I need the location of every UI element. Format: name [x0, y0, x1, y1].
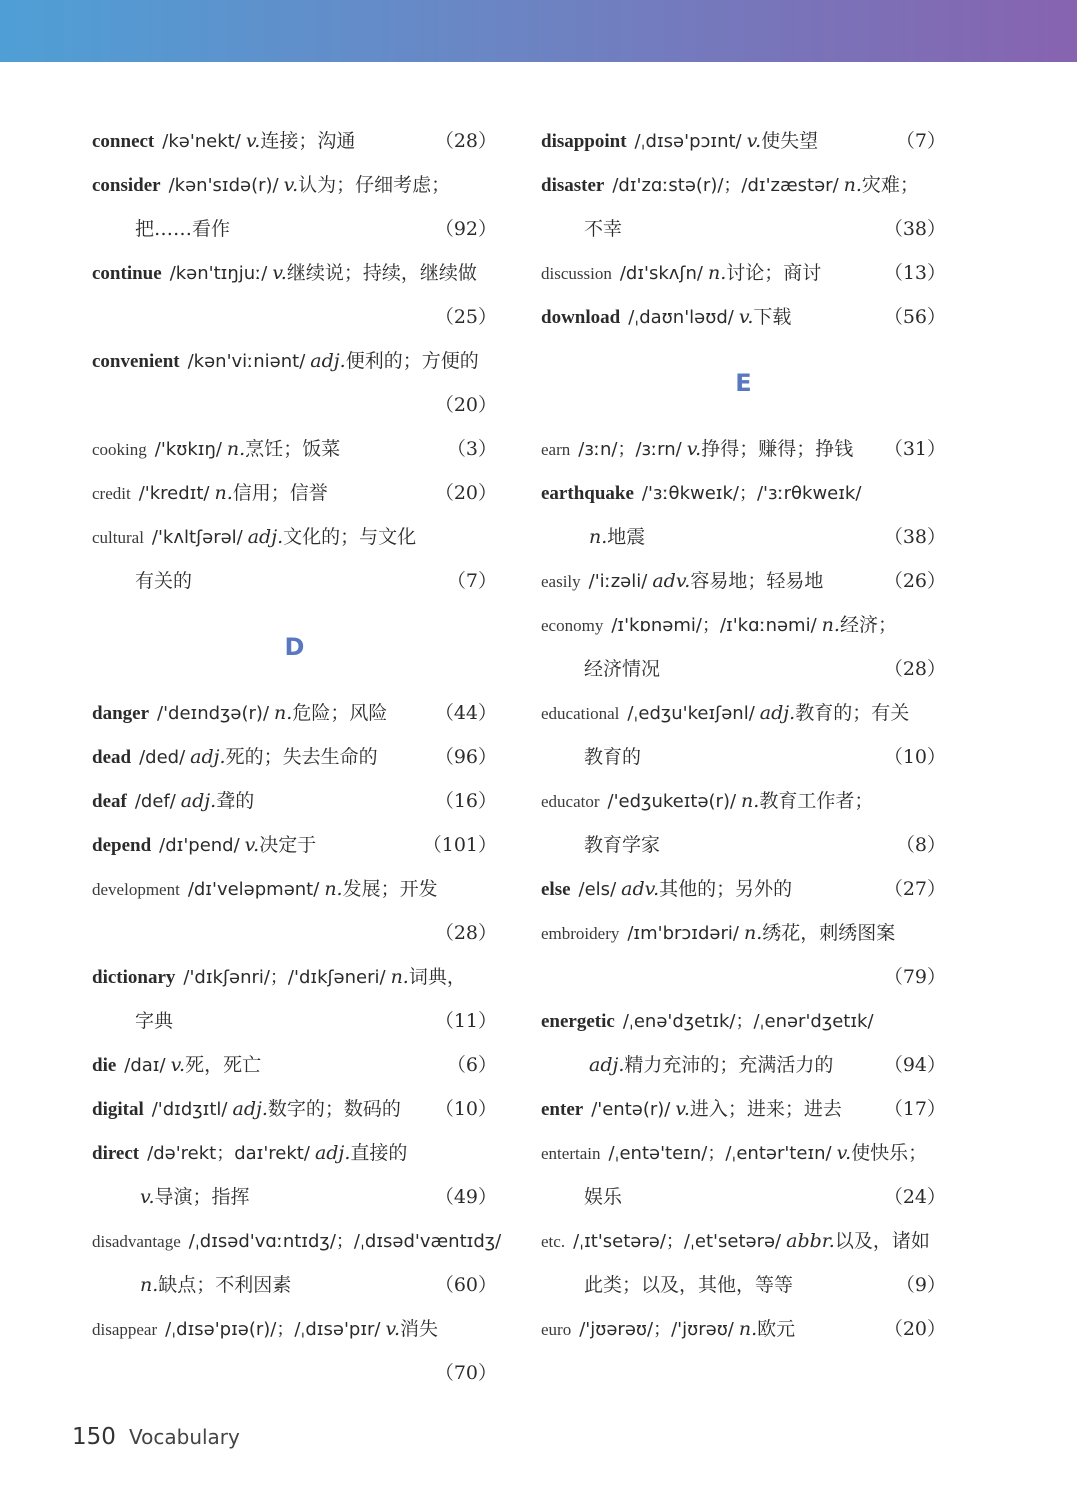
- pronunciation: /'deɪndʒə(r)/: [157, 703, 270, 724]
- headword: easily: [541, 572, 581, 591]
- page-reference: （92）: [434, 218, 497, 240]
- part-of-speech: v.: [675, 1098, 690, 1120]
- headword: convenient: [92, 351, 180, 372]
- definition: 此类；以及，其他，等等: [584, 1274, 794, 1296]
- headword: educational: [541, 704, 620, 723]
- headword: discussion: [541, 264, 612, 283]
- vocab-entry-continuation: [541, 1043, 946, 1087]
- part-of-speech: v.: [686, 438, 702, 460]
- vocab-entry: [541, 1087, 946, 1131]
- definition: 信用；信誉: [232, 482, 328, 504]
- page-reference: （38）: [883, 218, 946, 240]
- definition: 连接；沟通: [260, 130, 356, 152]
- headword: enter: [541, 1099, 584, 1120]
- pronunciation: /'dɪdʒɪtl/: [151, 1099, 228, 1120]
- vocab-entry-continuation: [92, 559, 497, 603]
- vocab-entry: [92, 1219, 502, 1263]
- pronunciation: /'kʌltʃərəl/: [151, 527, 243, 548]
- page-reference: （44）: [434, 702, 497, 724]
- page-reference: （28）: [883, 658, 946, 680]
- definition: 下载: [753, 306, 792, 328]
- pronunciation: /dɪ'veləpmənt/: [187, 879, 320, 900]
- definition: 消失: [400, 1318, 439, 1340]
- vocab-entry-continuation: [92, 1263, 497, 1307]
- vocab-entry: [92, 471, 497, 515]
- definition: 文化的；与文化: [283, 526, 417, 548]
- definition: 字典: [135, 1010, 174, 1032]
- vocab-entry-continuation: [92, 999, 497, 1043]
- vocab-entry: [541, 603, 946, 647]
- vocab-entry: [92, 427, 497, 471]
- pronunciation: /ɪm'brɔɪdəri/: [627, 923, 739, 944]
- vocab-entry-continuation: [541, 955, 946, 999]
- page-reference: （28）: [434, 130, 497, 152]
- part-of-speech: adj.: [314, 1142, 351, 1164]
- definition: 灾难；: [861, 174, 919, 196]
- part-of-speech: v.: [738, 306, 754, 328]
- definition: 缺点；不利因素: [158, 1274, 292, 1296]
- part-of-speech: adj.: [310, 350, 346, 372]
- vocab-entry: [92, 779, 497, 823]
- vocab-entry: [541, 867, 946, 911]
- page-reference: （20）: [883, 1318, 946, 1340]
- section-label: Vocabulary: [129, 1425, 240, 1449]
- definition: 死的；失去生命的: [225, 746, 378, 768]
- definition: 认为；仔细考虑；: [298, 174, 451, 196]
- headword: earn: [541, 440, 571, 459]
- right-column: [541, 119, 946, 1351]
- vocab-entry-continuation: [92, 295, 497, 339]
- page-reference: （31）: [883, 438, 946, 460]
- part-of-speech: abbr.: [786, 1230, 835, 1252]
- page-reference: （9）: [895, 1274, 946, 1296]
- page-reference: （17）: [883, 1098, 946, 1120]
- headword: energetic: [541, 1011, 615, 1032]
- headword: consider: [92, 175, 161, 196]
- vocab-entry-continuation: [92, 383, 497, 427]
- vocab-entry: [92, 339, 497, 383]
- headword: danger: [92, 703, 149, 724]
- definition: 死，死亡: [185, 1054, 262, 1076]
- part-of-speech: n.: [743, 922, 763, 944]
- part-of-speech: adv.: [621, 878, 660, 900]
- headword: depend: [92, 835, 152, 856]
- part-of-speech: n.: [274, 702, 293, 724]
- pronunciation: /daɪ/: [124, 1055, 166, 1076]
- vocab-entry-continuation: [541, 735, 946, 779]
- headword: embroidery: [541, 924, 620, 943]
- vocab-entry-continuation: [541, 515, 946, 559]
- vocab-entry-continuation: [541, 1263, 946, 1307]
- definition: 决定于: [259, 834, 317, 856]
- section-heading: E: [735, 369, 752, 397]
- definition: 使快乐；: [851, 1142, 928, 1164]
- page-reference: （27）: [883, 878, 946, 900]
- pronunciation: /ded/: [139, 747, 186, 768]
- definition: 数字的；数码的: [267, 1098, 401, 1120]
- pronunciation: /ˌenə'dʒetɪk/；/ˌenər'dʒetɪk/: [622, 1011, 874, 1032]
- part-of-speech: v.: [272, 262, 287, 284]
- vocab-entry: [92, 1131, 497, 1175]
- part-of-speech: adj.: [247, 526, 284, 548]
- headword: else: [541, 879, 571, 900]
- part-of-speech: v.: [746, 130, 762, 152]
- definition: 绣花，刺绣图案: [762, 922, 896, 944]
- vocab-entry: [92, 955, 497, 999]
- vocab-entry: [541, 471, 946, 515]
- headword: disadvantage: [92, 1232, 181, 1251]
- vocab-entry: [541, 691, 946, 735]
- pronunciation: /kən'tɪŋjuː/: [169, 263, 268, 284]
- pronunciation: /'kredɪt/: [138, 483, 210, 504]
- headword: continue: [92, 263, 162, 284]
- definition: 词典，: [408, 966, 466, 988]
- definition: 继续说；持续，继续做: [286, 262, 477, 284]
- pronunciation: /ˌɪt'setərə/；/ˌet'setərə/: [573, 1231, 782, 1252]
- page-reference: （8）: [895, 834, 946, 856]
- headword: disappoint: [541, 131, 627, 152]
- part-of-speech: v.: [170, 1054, 186, 1076]
- vocab-entry: [92, 251, 497, 295]
- definition: 挣得；赚得；挣钱: [701, 438, 854, 460]
- vocab-entry: [92, 1087, 497, 1131]
- vocab-entry-continuation: [92, 207, 497, 251]
- page-reference: （38）: [883, 526, 946, 548]
- headword: disappear: [92, 1320, 158, 1339]
- definition: 直接的: [350, 1142, 408, 1164]
- vocab-entry: [92, 163, 497, 207]
- headword: development: [92, 880, 180, 899]
- part-of-speech: v.: [836, 1142, 852, 1164]
- headword: digital: [92, 1099, 144, 1120]
- headword: cooking: [92, 440, 147, 459]
- headword: educator: [541, 792, 600, 811]
- definition: 经济情况: [584, 658, 661, 680]
- definition: 讨论；商讨: [726, 262, 822, 284]
- part-of-speech: v.: [385, 1318, 401, 1340]
- part-of-speech: n.: [324, 878, 343, 900]
- page-reference: （101）: [422, 834, 497, 856]
- page-reference: （96）: [434, 746, 497, 768]
- vocab-entry: [541, 119, 946, 163]
- vocab-entry: [541, 163, 946, 207]
- vocab-entry-continuation: [541, 1175, 946, 1219]
- part-of-speech: n.: [738, 1318, 758, 1340]
- page-reference: （49）: [434, 1186, 497, 1208]
- part-of-speech: v.: [140, 1186, 155, 1208]
- part-of-speech: n.: [390, 966, 409, 988]
- page-reference: （70）: [434, 1362, 497, 1384]
- vocab-entry: [92, 867, 497, 911]
- vocab-entry: [541, 295, 946, 339]
- pronunciation: /'ɜːθkweɪk/；/'ɜːrθkweɪk/: [641, 483, 862, 504]
- vocab-entry-continuation: [541, 207, 946, 251]
- pronunciation: /'entə(r)/: [591, 1099, 671, 1120]
- headword: dictionary: [92, 967, 176, 988]
- part-of-speech: n.: [741, 790, 760, 812]
- vocab-entry: [92, 691, 497, 735]
- part-of-speech: v.: [244, 834, 260, 856]
- headword: die: [92, 1055, 117, 1076]
- page-reference: （24）: [883, 1186, 946, 1208]
- vocab-entry: [92, 119, 497, 163]
- definition: 其他的；另外的: [659, 878, 793, 900]
- page-reference: （3）: [446, 438, 497, 460]
- definition: 教育工作者；: [759, 790, 874, 812]
- part-of-speech: n.: [140, 1274, 159, 1296]
- pronunciation: /də'rekt；daɪ'rekt/: [147, 1143, 310, 1164]
- vocab-entry: [541, 559, 946, 603]
- part-of-speech: adv.: [652, 570, 691, 592]
- headword: cultural: [92, 528, 144, 547]
- definition: 便利的；方便的: [345, 350, 479, 372]
- page-reference: （7）: [895, 130, 946, 152]
- headword: connect: [92, 131, 155, 152]
- vocab-entry: [541, 251, 946, 295]
- page-reference: （6）: [446, 1054, 497, 1076]
- vocab-entry: [541, 1219, 946, 1263]
- left-column: [92, 119, 502, 1395]
- pronunciation: /'dɪkʃənri/；/'dɪkʃəneri/: [183, 967, 386, 988]
- part-of-speech: n.: [843, 174, 862, 196]
- part-of-speech: n.: [589, 526, 608, 548]
- pronunciation: /ˌdɪsəd'vɑːntɪdʒ/；/ˌdɪsəd'væntɪdʒ/: [188, 1231, 502, 1252]
- part-of-speech: adj.: [589, 1054, 625, 1076]
- vocab-entry: [92, 515, 497, 559]
- headword: direct: [92, 1143, 140, 1164]
- pronunciation: /dɪ'zɑːstə(r)/；/dɪ'zæstər/: [612, 175, 839, 196]
- definition: 导演；指挥: [154, 1186, 250, 1208]
- vocab-entry: [541, 999, 946, 1043]
- pronunciation: /ˌdɪsə'pɪə(r)/；/ˌdɪsə'pɪr/: [165, 1319, 381, 1340]
- headword: earthquake: [541, 483, 634, 504]
- headword: entertain: [541, 1144, 601, 1163]
- page-number: 150: [72, 1424, 116, 1450]
- page-footer: [72, 1420, 240, 1454]
- part-of-speech: n.: [214, 482, 233, 504]
- definition: 地震: [607, 526, 646, 548]
- definition: 欧元: [757, 1318, 796, 1340]
- part-of-speech: adj.: [759, 702, 796, 724]
- pronunciation: /dɪ'pend/: [159, 835, 240, 856]
- pronunciation: /ˌdɪsə'pɔɪnt/: [634, 131, 742, 152]
- part-of-speech: n.: [707, 262, 727, 284]
- headword: credit: [92, 484, 131, 503]
- page-reference: （20）: [434, 394, 497, 416]
- pronunciation: /ˌedʒu'keɪʃənl/: [627, 703, 755, 724]
- definition: 进入；进来；进去: [689, 1098, 842, 1120]
- page-reference: （94）: [883, 1054, 946, 1076]
- pronunciation: /kən'sɪdə(r)/: [168, 175, 279, 196]
- headword: etc.: [541, 1232, 566, 1251]
- pronunciation: /ˌentə'teɪn/；/ˌentər'teɪn/: [608, 1143, 832, 1164]
- pronunciation: /ɜːn/；/ɜːrn/: [578, 439, 682, 460]
- definition: 把……看作: [135, 218, 231, 240]
- pronunciation: /kə'nekt/: [162, 131, 241, 152]
- vocab-entry: [92, 735, 497, 779]
- page-reference: （60）: [434, 1274, 497, 1296]
- page-reference: （20）: [434, 482, 497, 504]
- headword: economy: [541, 616, 604, 635]
- definition: 教育的: [584, 746, 642, 768]
- page-reference: （11）: [434, 1010, 497, 1032]
- vocab-entry: [541, 427, 946, 471]
- vocab-entry: [92, 823, 497, 867]
- definition: 发展；开发: [342, 878, 438, 900]
- definition: 经济；: [839, 614, 897, 636]
- part-of-speech: adj.: [180, 790, 217, 812]
- part-of-speech: v.: [283, 174, 299, 196]
- definition: 使失望: [761, 130, 819, 152]
- pronunciation: /dɪ'skʌʃn/: [619, 263, 703, 284]
- headword: euro: [541, 1320, 572, 1339]
- definition: 聋的: [216, 790, 255, 812]
- pronunciation: /'kʊkɪŋ/: [154, 439, 222, 460]
- page-reference: （79）: [883, 966, 946, 988]
- part-of-speech: adj.: [232, 1098, 268, 1120]
- pronunciation: /'edʒukeɪtə(r)/: [607, 791, 737, 812]
- page-reference: （13）: [883, 262, 946, 284]
- page-reference: （10）: [883, 746, 946, 768]
- page-reference: （25）: [434, 306, 497, 328]
- page-reference: （28）: [434, 922, 497, 944]
- headword: deaf: [92, 791, 127, 812]
- vocab-entry: [541, 911, 946, 955]
- definition: 娱乐: [584, 1186, 623, 1208]
- pronunciation: /'jʊərəʊ/；/'jʊrəʊ/: [579, 1319, 734, 1340]
- definition: 不幸: [584, 218, 623, 240]
- definition: 以及，诸如: [834, 1230, 930, 1252]
- vocab-entry: [541, 779, 946, 823]
- vocab-entry-continuation: [92, 1351, 497, 1395]
- definition: 有关的: [135, 570, 193, 592]
- vocab-entry: [92, 1043, 497, 1087]
- definition: 教育的；有关: [795, 702, 910, 724]
- page-reference: （10）: [434, 1098, 497, 1120]
- definition: 容易地；轻易地: [690, 570, 824, 592]
- vocab-entry-continuation: [92, 1175, 497, 1219]
- part-of-speech: n.: [226, 438, 246, 460]
- header-band: [0, 0, 1077, 62]
- vocab-entry-continuation: [541, 823, 946, 867]
- page-reference: （16）: [434, 790, 497, 812]
- vocab-entry-continuation: [92, 911, 497, 955]
- headword: download: [541, 307, 621, 328]
- vocab-entry-continuation: [541, 647, 946, 691]
- part-of-speech: adj.: [190, 746, 226, 768]
- definition: 教育学家: [584, 834, 661, 856]
- pronunciation: /els/: [578, 879, 617, 900]
- pronunciation: /'iːzəli/: [588, 571, 648, 592]
- part-of-speech: n.: [821, 614, 840, 636]
- pronunciation: /def/: [134, 791, 176, 812]
- vocab-entry: [541, 1131, 946, 1175]
- pronunciation: /ˌdaʊn'ləʊd/: [628, 307, 734, 328]
- pronunciation: /kən'viːniənt/: [187, 351, 306, 372]
- pronunciation: /ɪ'kɒnəmi/；/ɪ'kɑːnəmi/: [611, 615, 817, 636]
- section-heading: D: [284, 633, 305, 661]
- page-reference: （7）: [446, 570, 497, 592]
- part-of-speech: v.: [245, 130, 261, 152]
- definition: 精力充沛的；充满活力的: [624, 1054, 834, 1076]
- definition: 危险；风险: [292, 702, 388, 724]
- definition: 烹饪；饭菜: [245, 438, 341, 460]
- headword: disaster: [541, 175, 605, 196]
- vocab-entry: [92, 1307, 497, 1351]
- vocab-entry: [541, 1307, 946, 1351]
- page-reference: （56）: [883, 306, 946, 328]
- page-reference: （26）: [883, 570, 946, 592]
- headword: dead: [92, 747, 132, 768]
